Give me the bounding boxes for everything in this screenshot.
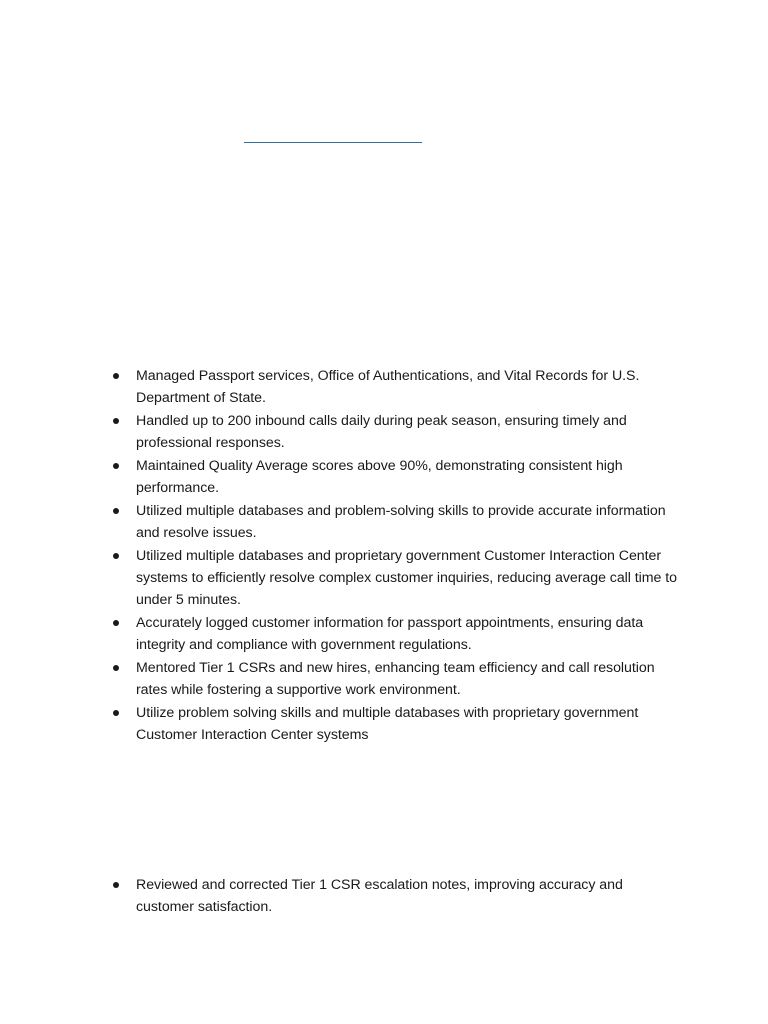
- hyperlink-underline[interactable]: [244, 142, 422, 143]
- bullet-icon: [113, 665, 119, 671]
- list-item-text: Maintained Quality Average scores above 90%, demonstrating consistent high performance.: [136, 458, 623, 497]
- bullet-icon: [113, 620, 119, 626]
- list-item: [0, 702, 681, 746]
- list-item: [0, 365, 681, 409]
- bullet-icon: [113, 508, 119, 514]
- bullet-icon: [113, 463, 119, 469]
- list-item-text: Accurately logged customer information for passport appointments, ensuring data integrity and compliance with government regulations.: [136, 615, 644, 654]
- bullet-icon: [113, 710, 119, 716]
- list-item-text: Utilize problem solving skills and multiple databases with proprietary government Customer Interaction Center systems: [136, 705, 639, 744]
- bullet-icon: [113, 373, 119, 379]
- list-item: [0, 500, 681, 544]
- bullet-icon: [113, 418, 119, 424]
- bullet-icon: [113, 882, 119, 888]
- list-item: [0, 612, 681, 656]
- bullet-icon: [113, 553, 119, 559]
- list-item: [0, 874, 681, 918]
- list-item-text: Managed Passport services, Office of Authentications, and Vital Records for U.S. Department of State.: [136, 368, 640, 407]
- list-item-text: Utilized multiple databases and problem-solving skills to provide accurate information and resolve issues.: [136, 503, 666, 542]
- list-item: [0, 410, 681, 454]
- secondary-responsibilities-list: [0, 874, 768, 919]
- list-item: [0, 455, 681, 499]
- list-item: [0, 657, 681, 701]
- list-item-text: Reviewed and corrected Tier 1 CSR escalation notes, improving accuracy and customer satisfaction.: [136, 877, 623, 916]
- responsibilities-list: [0, 365, 768, 747]
- list-item: [0, 545, 681, 612]
- list-item-text: Utilized multiple databases and proprietary government Customer Interaction Center systems to efficiently resolve complex customer inquiries, reducing average call time to under 5 minutes.: [136, 548, 678, 609]
- list-item-text: Handled up to 200 inbound calls daily during peak season, ensuring timely and professional responses.: [136, 413, 627, 452]
- list-item-text: Mentored Tier 1 CSRs and new hires, enhancing team efficiency and call resolution rates while fostering a supportive work environment.: [136, 660, 655, 699]
